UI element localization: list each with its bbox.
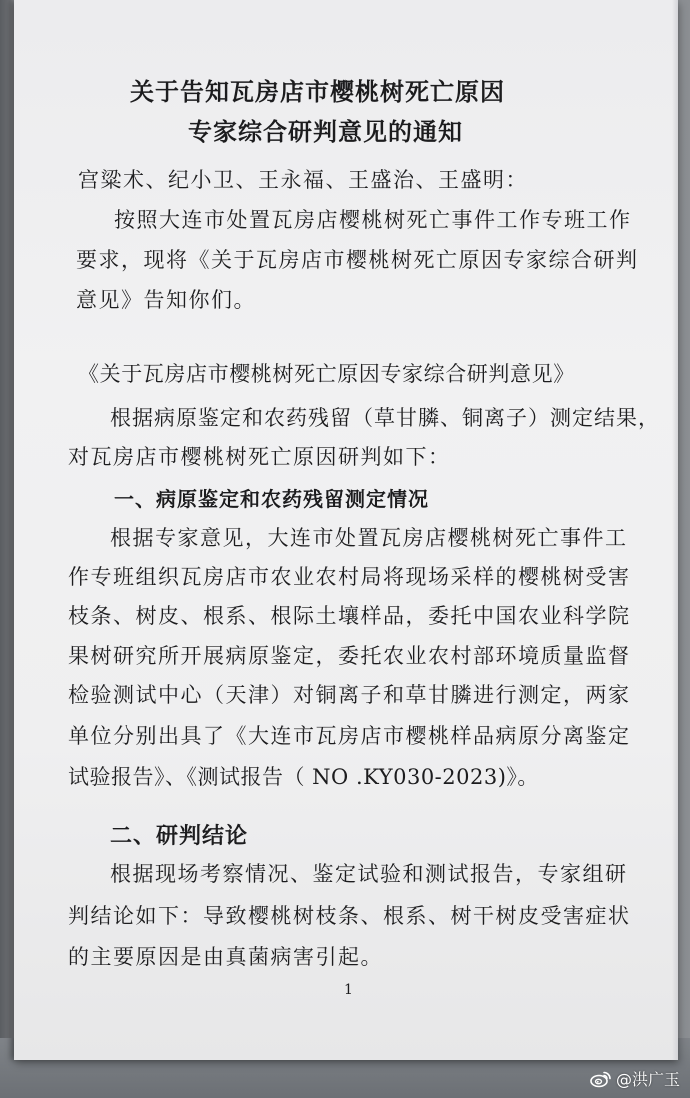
document-title-line-1: 关于告知瓦房店市樱桃树死亡原因 (130, 77, 505, 106)
document-title-line-2: 专家综合研判意见的通知 (188, 117, 463, 146)
intro-line-3: 意见》告知你们。 (76, 288, 256, 312)
section-1-line-4: 果树研究所开展病原鉴定，委托农业农村部环境质量监督 (68, 644, 631, 668)
section-2-heading: 二、研判结论 (110, 823, 249, 849)
section-2-line-3: 的主要原因是由真菌病害引起。 (68, 945, 383, 969)
opinion-title: 《关于瓦房店市樱桃树死亡原因专家综合研判意见》 (78, 362, 575, 386)
section-1-line-3: 枝条、树皮、根系、根际土壤样品，委托中国农业科学院 (68, 604, 631, 628)
weibo-icon (590, 1070, 612, 1088)
watermark-text: @洪广玉 (615, 1070, 680, 1089)
recipients-line: 宫粱术、纪小卫、王永福、王盛治、王盛明： (78, 168, 528, 192)
section-1-line-2: 作专班组织瓦房店市农业农村局将现场采样的樱桃树受害 (68, 565, 631, 589)
section-1-line-1: 根据专家意见，大连市处置瓦房店樱桃树死亡事件工 (110, 526, 628, 550)
page-number: 1 (344, 982, 353, 998)
section-1-line-5: 检验测试中心（天津）对铜离子和草甘膦进行测定，两家 (68, 683, 631, 707)
section-2-line-2: 判结论如下：导致樱桃树枝条、根系、树干树皮受害症状 (68, 904, 631, 928)
section-1-heading: 一、病原鉴定和农药残留测定情况 (114, 487, 429, 511)
document-page (14, 0, 678, 1060)
intro-line-2: 要求，现将《关于瓦房店市樱桃树死亡原因专家综合研判 (76, 248, 639, 272)
section-2-line-1: 根据现场考察情况、鉴定试验和测试报告，专家组研 (110, 862, 628, 886)
opinion-intro-line-2: 对瓦房店市樱桃树死亡原因研判如下： (68, 445, 451, 469)
intro-line-1: 按照大连市处置瓦房店樱桃树死亡事件工作专班工作 (114, 208, 632, 232)
opinion-intro-line-1: 根据病原鉴定和农药残留（草甘膦、铜离子）测定结果， (110, 406, 660, 430)
watermark (590, 1067, 680, 1090)
section-1-line-6: 单位分别出具了《大连市瓦房店市樱桃样品病原分离鉴定 (68, 724, 631, 748)
section-1-line-7: 试验报告》、《测试报告（ NO .KY030-2023)》。 (68, 765, 539, 789)
